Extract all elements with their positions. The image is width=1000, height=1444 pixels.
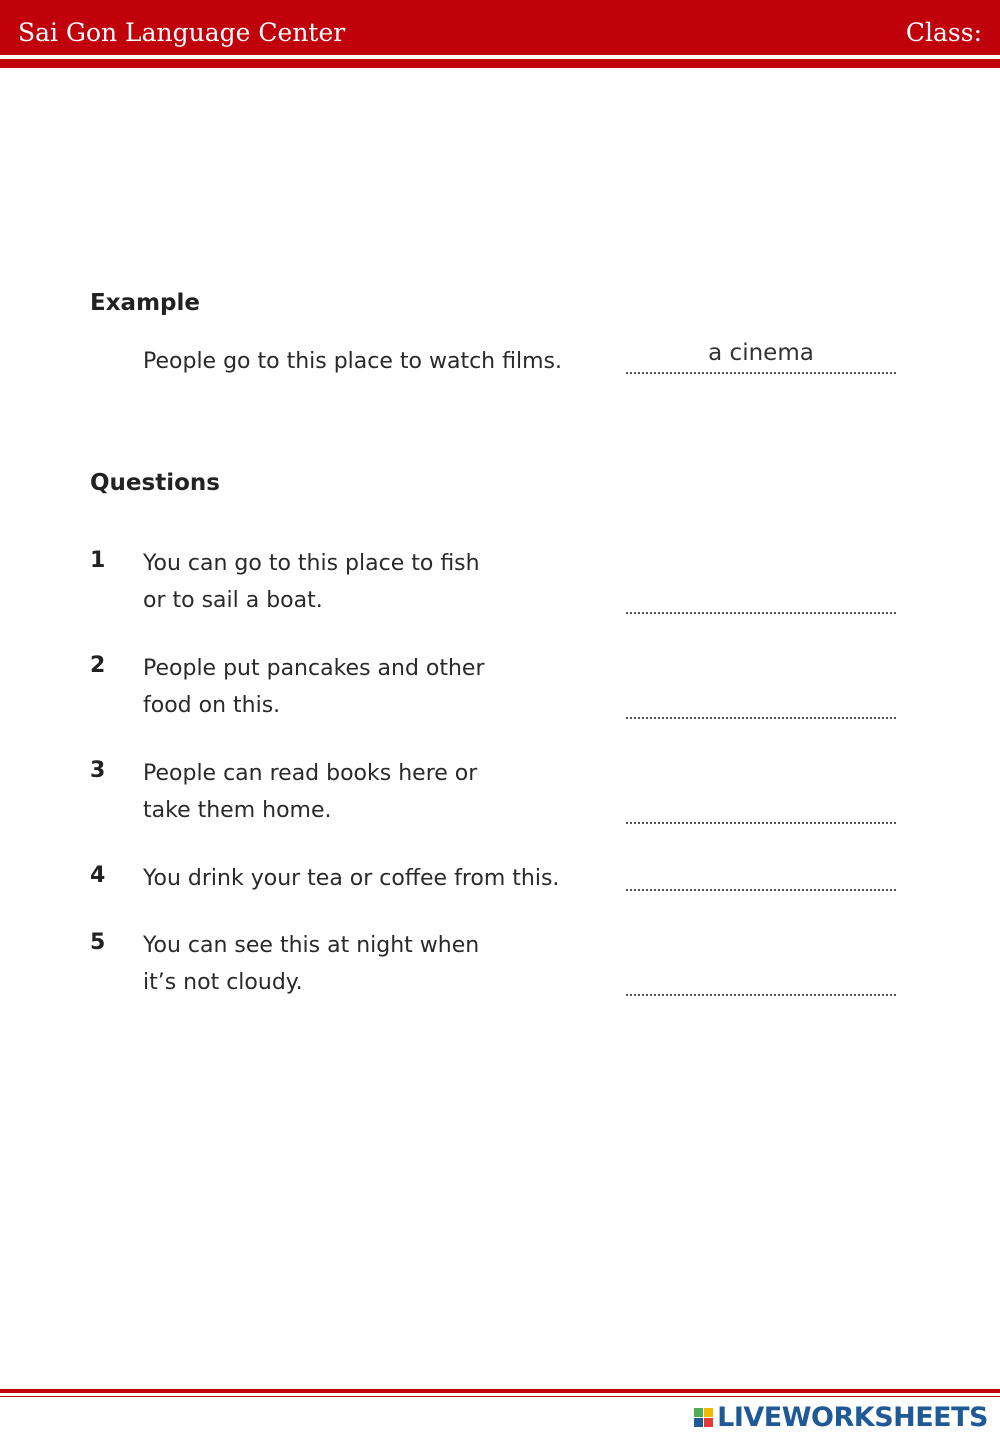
question-number: 2: [90, 653, 106, 678]
question-line: food on this.: [143, 693, 281, 718]
footer-divider: [0, 1389, 1000, 1393]
class-label: Class:: [905, 18, 982, 47]
answer-line: [626, 889, 896, 891]
question-number: 3: [90, 758, 106, 783]
question-text: [143, 755, 573, 829]
question-text: [143, 650, 573, 724]
question-line: You drink your tea or coffee from this.: [143, 866, 560, 891]
question-line: take them home.: [143, 798, 332, 823]
question-line: You can see this at night when: [143, 933, 480, 958]
answer-input-5[interactable]: [626, 964, 896, 994]
logo-grid-icon: [694, 1408, 713, 1427]
header-divider: [0, 59, 1000, 68]
question-line: or to sail a boat.: [143, 588, 323, 613]
answer-line: [626, 717, 896, 719]
logo-text: LIVEWORKSHEETS: [717, 1402, 988, 1433]
answer-input-3[interactable]: [626, 792, 896, 822]
answer-input-4[interactable]: [626, 859, 896, 889]
question-line: People can read books here or: [143, 761, 478, 786]
footer-divider-thin: [0, 1396, 1000, 1397]
example-line: People go to this place to watch films.: [143, 349, 562, 374]
answer-line: [626, 612, 896, 614]
answer-line: [626, 994, 896, 996]
example-answer-line: [626, 372, 896, 374]
answer-input-1[interactable]: [626, 582, 896, 612]
answer-line: [626, 822, 896, 824]
question-line: People put pancakes and other: [143, 656, 485, 681]
school-name: Sai Gon Language Center: [18, 18, 346, 47]
question-text: [143, 545, 573, 619]
questions-heading: Questions: [90, 470, 220, 496]
question-line: You can go to this place to fish: [143, 551, 480, 576]
liveworksheets-logo[interactable]: [694, 1402, 988, 1433]
example-text: [143, 343, 573, 380]
answer-input-2[interactable]: [626, 687, 896, 717]
question-text: [143, 927, 573, 1001]
question-number: 5: [90, 930, 106, 955]
example-heading: Example: [90, 290, 200, 316]
example-answer: a cinema: [708, 340, 814, 366]
question-text: [143, 860, 573, 897]
question-line: it’s not cloudy.: [143, 970, 303, 995]
question-number: 1: [90, 548, 106, 573]
question-number: 4: [90, 863, 106, 888]
